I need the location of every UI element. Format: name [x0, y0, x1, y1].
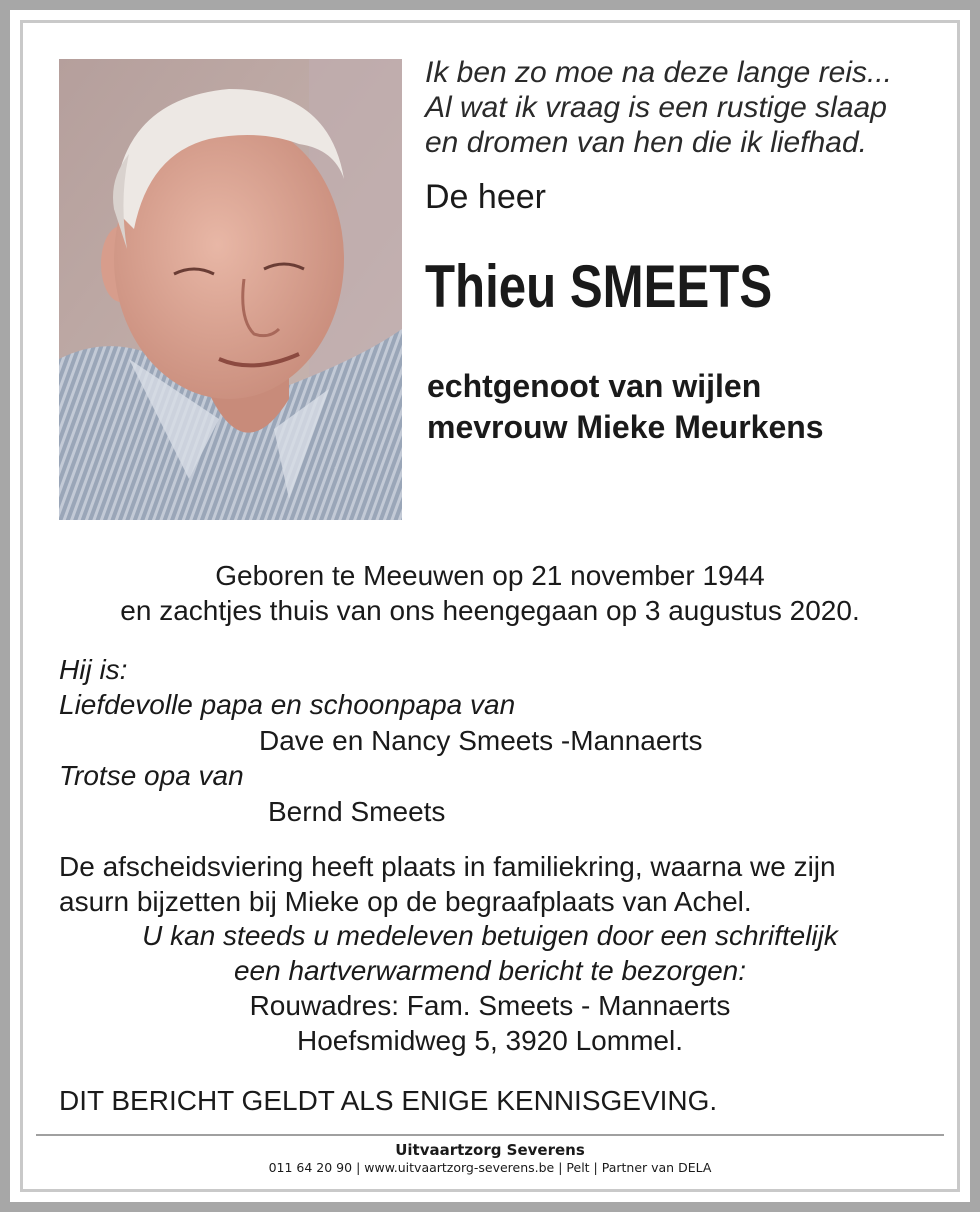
footer-divider	[36, 1134, 944, 1136]
poem-line-2: Al wat ik vraag is een rustige slaap	[425, 91, 887, 124]
father-of-label: Liefdevolle papa en schoonpapa van	[59, 689, 516, 720]
poem-line-1: Ik ben zo moe na deze lange reis...	[425, 56, 892, 89]
family-intro: Hij is:	[59, 654, 128, 685]
poem-line-3: en dromen van hen die ik liefhad.	[425, 126, 867, 159]
spouse-line-2: mevrouw Mieke Meurkens	[427, 409, 824, 445]
portrait-photo	[59, 59, 402, 520]
condolence-line-2: een hartverwarmend bericht te bezorgen:	[233, 955, 747, 986]
grandchildren-names: Bernd Smeets	[268, 796, 446, 827]
honorific: De heer	[425, 178, 546, 216]
ceremony-line-1: De afscheidsviering heeft plaats in familiekring, waarna we zijn	[59, 851, 836, 882]
address-line-1: Rouwadres: Fam. Smeets - Mannaerts	[249, 990, 731, 1021]
address-line-2: Hoefsmidweg 5, 3920 Lommel.	[297, 1025, 683, 1056]
portrait-illustration	[59, 59, 402, 520]
grandfather-of-label: Trotse opa van	[59, 760, 244, 791]
condolence-line-1: U kan steeds u medeleven betuigen door een schriftelijk	[142, 920, 838, 951]
ceremony-line-2: asurn bijzetten bij Mieke op de begraafplaats van Achel.	[59, 886, 752, 917]
children-names: Dave en Nancy Smeets -Mannaerts	[259, 725, 703, 756]
footer-company: Uitvaartzorg Severens	[395, 1141, 585, 1159]
official-notice: DIT BERICHT GELDT ALS ENIGE KENNISGEVING.	[59, 1085, 718, 1116]
spouse-line-1: echtgenoot van wijlen	[427, 368, 762, 404]
deceased-name: Thieu SMEETS	[425, 253, 773, 320]
birth-line-1: Geboren te Meeuwen op 21 november 1944	[215, 560, 765, 591]
footer-details: 011 64 20 90 | www.uitvaartzorg-severens.be | Pelt | Partner van DELA	[268, 1160, 712, 1175]
birth-line-2: en zachtjes thuis van ons heengegaan op 3 augustus 2020.	[120, 595, 860, 626]
